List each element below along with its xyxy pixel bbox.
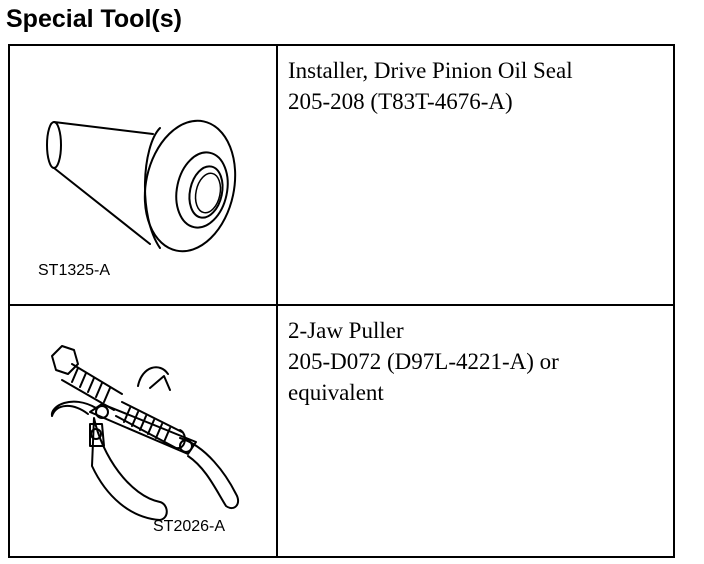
tool-note: equivalent [288, 380, 384, 405]
tool-illustration-cell [10, 46, 278, 304]
special-tools-table [8, 44, 675, 558]
tool-name: 2-Jaw Puller [288, 318, 404, 343]
tool-description-cell [278, 46, 673, 304]
tool-description [288, 55, 573, 117]
tool-number: 205-D072 (D97L-4221-A) or [288, 349, 559, 374]
illustration-code: ST2026-A [153, 518, 226, 535]
tool-illustration-cell [10, 306, 278, 556]
two-jaw-puller-icon [10, 306, 276, 556]
page-title: Special Tool(s) [6, 5, 182, 33]
tool-row [10, 46, 673, 306]
tool-description [288, 315, 559, 408]
tool-number: 205-208 (T83T-4676-A) [288, 89, 513, 114]
tool-row [10, 306, 673, 556]
tool-name: Installer, Drive Pinion Oil Seal [288, 58, 573, 83]
illustration-code: ST1325-A [38, 262, 111, 279]
tool-description-cell [278, 306, 673, 556]
